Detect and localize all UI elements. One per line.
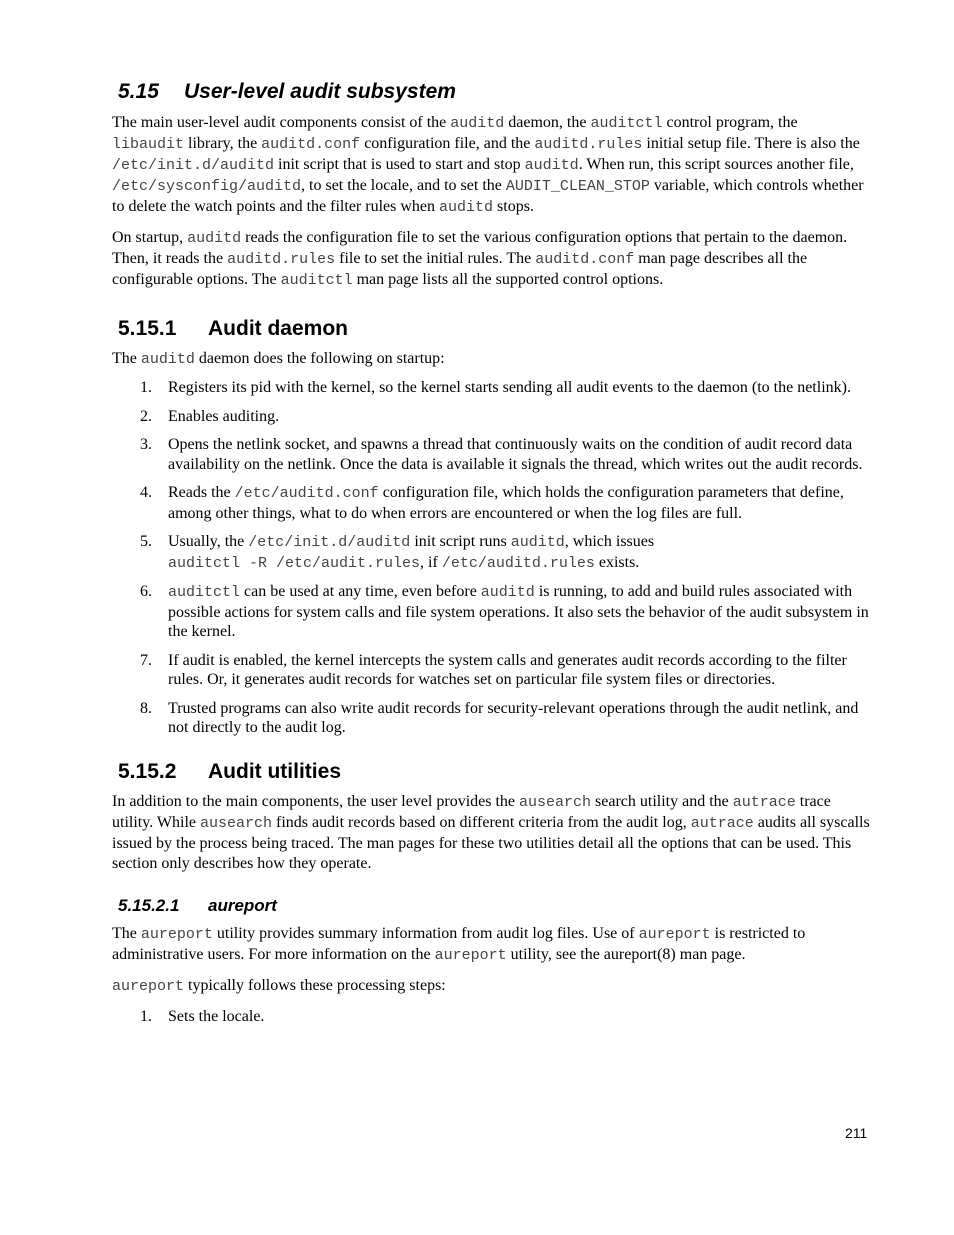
list-item-number: 1. <box>140 1007 152 1025</box>
text-run: The <box>112 924 141 942</box>
code-term: auditd <box>187 230 242 247</box>
code-term: /etc/sysconfig/auditd <box>112 178 302 195</box>
text-run: Registers its pid with the kernel, so the kernel starts sending all audit events to the daemon (to the netlink). <box>168 379 851 396</box>
text-run: The main user-level audit components consist of the <box>112 114 451 131</box>
paragraph <box>112 228 872 291</box>
code-term: auditd.rules <box>534 136 643 153</box>
section-heading-5-15 <box>118 80 872 104</box>
text-run: Enables auditing. <box>168 407 280 425</box>
list-item-number: 7. <box>140 651 152 669</box>
text-run: initial setup file. There is also the <box>642 135 860 152</box>
text-run: The <box>112 350 141 367</box>
text-run: , if <box>420 553 442 571</box>
text-run: Trusted programs can also write audit records for security-relevant operations through the audit netlink, and not directly to the audit log. <box>168 699 859 736</box>
paragraph <box>112 924 872 966</box>
list-item <box>112 435 872 474</box>
text-run: configuration file, which holds the configuration parameters that define, among other things, what to do when errors are encountered or when the log files are full. <box>168 484 844 522</box>
paragraph <box>112 349 872 370</box>
list-item-number: 6. <box>140 583 152 600</box>
text-run: man page lists all the supported control options. <box>352 271 664 288</box>
section-title: aureport <box>208 895 277 915</box>
text-run: audits all syscalls issued by the process being traced. The man pages for these two utilities detail all the options that can be used. This section only describes how they operate. <box>112 813 870 872</box>
list-item-number: 4. <box>140 484 152 501</box>
text-run: reads the configuration file to set the various configuration options that pertain to the daemon. Then, it reads the <box>112 229 848 267</box>
code-term: auditd <box>510 534 565 551</box>
code-term: /etc/auditd.conf <box>234 485 379 502</box>
code-term: ausearch <box>200 814 273 832</box>
text-run: , to set the locale, and to set the <box>301 177 506 194</box>
code-term: auditctl <box>280 272 353 289</box>
text-run: daemon, the <box>504 114 591 131</box>
code-term: auditd <box>524 157 579 174</box>
code-term: aureport <box>140 925 213 943</box>
code-term: autrace <box>690 814 754 832</box>
code-term: auditd <box>450 115 505 132</box>
section-number: 5.15.1 <box>118 317 177 340</box>
code-term: auditd <box>140 351 195 368</box>
text-run: exists. <box>594 553 640 571</box>
code-term: auditd <box>439 199 494 216</box>
paragraph <box>112 113 872 218</box>
section-heading-5-15-1 <box>118 317 872 341</box>
text-run: trace utility. While <box>112 792 831 831</box>
code-term: AUDIT_CLEAN_STOP <box>505 178 650 195</box>
code-term: auditctl <box>590 115 663 132</box>
list-item <box>112 407 872 427</box>
list-item <box>112 699 872 738</box>
text-run: Usually, the <box>168 533 249 550</box>
page-number: 211 <box>845 1125 868 1141</box>
section-number: 5.15.2.1 <box>118 895 180 915</box>
text-run: finds audit records based on different criteria from the audit log, <box>272 813 691 831</box>
code-term: auditd.conf <box>261 136 361 153</box>
code-term: /etc/auditd.rules <box>441 554 595 572</box>
list-item <box>112 1007 872 1027</box>
text-run: In addition to the main components, the user level provides the <box>112 792 520 810</box>
text-run: . When run, this script sources another file, <box>578 156 854 173</box>
numbered-list <box>112 378 872 738</box>
code-term: auditd.rules <box>227 251 336 268</box>
text-run: library, the <box>184 135 262 152</box>
list-item <box>112 483 872 523</box>
code-term: autrace <box>732 793 796 811</box>
text-run: daemon does the following on startup: <box>194 350 445 367</box>
code-term: aureport <box>638 925 711 943</box>
code-term: libaudit <box>112 136 185 153</box>
text-run: can be used at any time, even before <box>240 583 481 600</box>
text-run: , which issues <box>564 533 655 550</box>
list-item <box>112 582 872 642</box>
list-item-number: 2. <box>140 407 152 425</box>
section-heading-5-15-2 <box>118 760 872 784</box>
text-run: control program, the <box>662 114 798 131</box>
text-run: Sets the locale. <box>168 1007 265 1025</box>
code-term: /etc/init.d/auditd <box>112 157 275 174</box>
list-item <box>112 651 872 690</box>
text-run: Opens the netlink socket, and spawns a thread that continuously waits on the condition of audit record data availability on the netlink. Once the data is available it signals the thread, which writes out the audit records. <box>168 436 863 473</box>
text-run: init script runs <box>410 533 511 550</box>
text-run: stops. <box>493 198 534 215</box>
text-run: variable, which controls whether to delete the watch points and the filter rules when <box>112 177 864 215</box>
list-item <box>112 378 872 398</box>
text-run: init script that is used to start and stop <box>274 156 525 173</box>
list-item-number: 3. <box>140 436 152 453</box>
text-run: If audit is enabled, the kernel intercepts the system calls and generates audit records according to the filter rules. Or, it generates audit records for watches set on particular file system files or directories. <box>168 651 847 688</box>
code-term: auditd.conf <box>535 251 635 268</box>
section-title: Audit utilities <box>208 759 341 783</box>
text-run: utility provides summary information from audit log files. Use of <box>212 924 639 942</box>
text-run: Reads the <box>168 484 235 501</box>
section-title: User-level audit subsystem <box>184 80 456 103</box>
code-term: auditd <box>480 584 535 601</box>
code-term: /etc/init.d/auditd <box>248 534 411 551</box>
paragraph <box>112 792 872 874</box>
document-page <box>112 80 872 1035</box>
section-heading-5-15-2-1 <box>118 896 872 916</box>
text-run: On startup, <box>112 229 188 246</box>
code-term: ausearch <box>519 793 592 811</box>
list-item <box>112 532 872 573</box>
section-number: 5.15.2 <box>118 759 177 783</box>
section-title: Audit daemon <box>208 317 348 340</box>
text-run: configuration file, and the <box>360 135 535 152</box>
code-term: aureport <box>112 977 185 995</box>
code-term: auditctl <box>168 584 241 601</box>
text-run: is restricted to administrative users. For more information on the <box>112 924 806 963</box>
text-run: search utility and the <box>591 792 733 810</box>
text-run: file to set the initial rules. The <box>335 250 536 267</box>
code-term: auditctl -R /etc/audit.rules <box>168 554 421 572</box>
list-item-number: 5. <box>140 533 152 550</box>
text-run: typically follows these processing steps: <box>184 976 446 994</box>
text-run: man page describes all the configurable options. The <box>112 250 808 288</box>
list-item-number: 1. <box>140 379 152 396</box>
numbered-list <box>112 1007 872 1027</box>
section-number: 5.15 <box>118 80 159 103</box>
paragraph <box>112 976 872 997</box>
code-term: aureport <box>434 946 507 964</box>
text-run: utility, see the aureport(8) man page. <box>506 945 746 963</box>
text-run: is running, to add and build rules associated with possible actions for system calls and file system operations. It also sets the behavior of the audit subsystem in the kernel. <box>168 583 869 640</box>
list-item-number: 8. <box>140 699 152 717</box>
